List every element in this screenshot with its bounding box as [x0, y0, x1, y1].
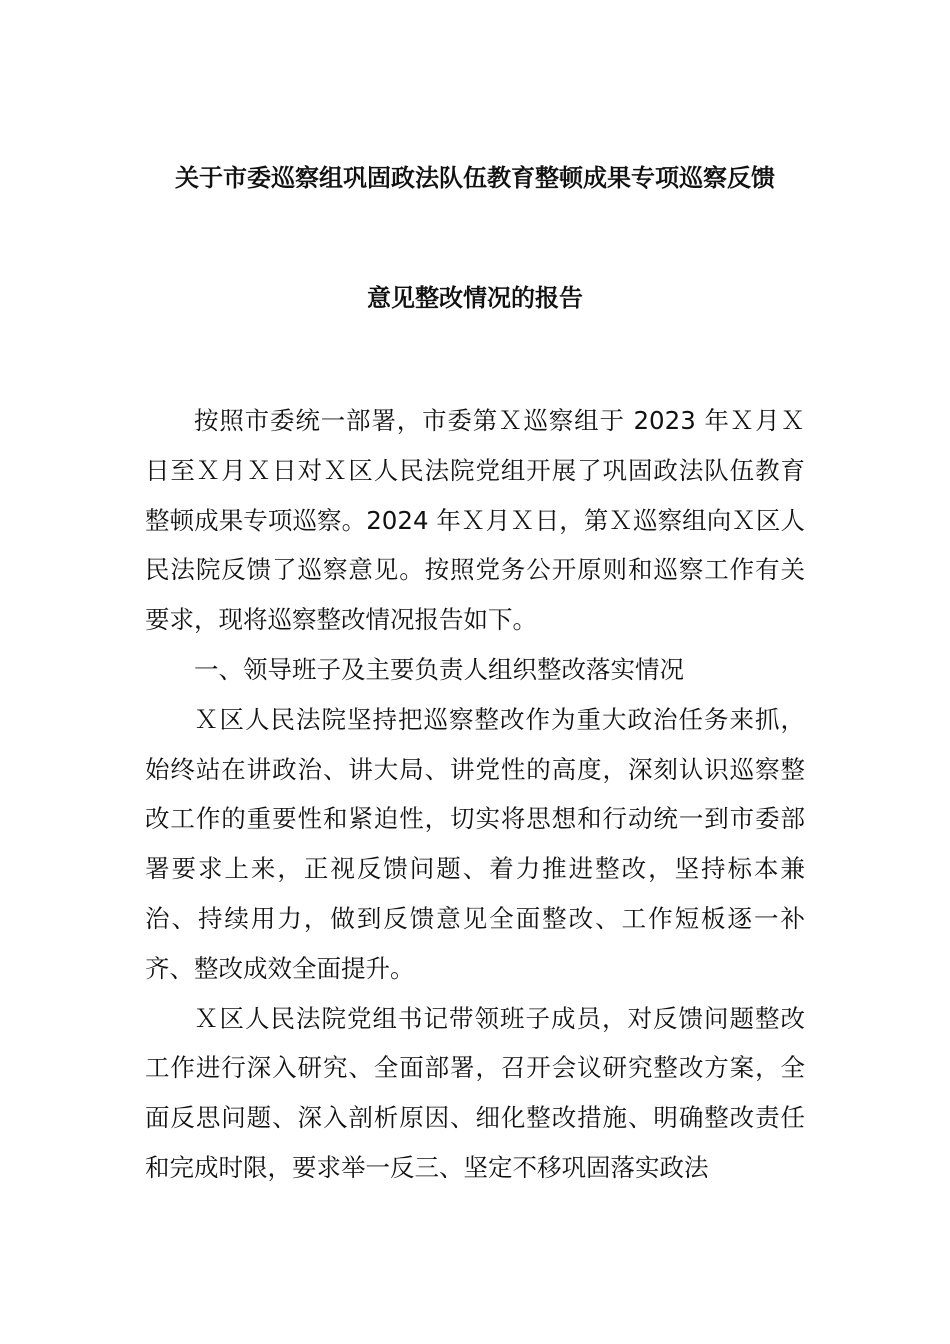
section-heading-1: 一、领导班子及主要负责人组织整改落实情况 [194, 654, 684, 684]
document-title-line-2: 意见整改情况的报告 [367, 284, 583, 312]
document-body [145, 396, 805, 1193]
paragraph-intro: 按照市委统一部署，市委第Ｘ巡察组于 2023 年Ｘ月Ｘ日至Ｘ月Ｘ日对Ｘ区人民法院党组开展了巩固政法队伍教育整顿成果专项巡察。2024 年Ｘ月Ｘ日，第Ｘ巡察组向Ｘ区人民法院反馈了巡察意见。按照党务公开原则和巡察工作有关要求，现将巡察整改情况报告如下。 [145, 406, 805, 635]
paragraph-section-1-b: Ｘ区人民法院党组书记带领班子成员，对反馈问题整改工作进行深入研究、全面部署，召开会议研究整改方案，全面反思问题、深入剖析原因、细化整改措施、明确整改责任和完成时限，要求举一反三、坚定不移巩固落实政法 [145, 1003, 805, 1182]
document-title-line-1: 关于市委巡察组巩固政法队伍教育整顿成果专项巡察反馈 [175, 164, 775, 192]
paragraph-section-1-a: Ｘ区人民法院坚持把巡察整改作为重大政治任务来抓，始终站在讲政治、讲大局、讲党性的高度，深刻认识巡察整改工作的重要性和紧迫性，切实将思想和行动统一到市委部署要求上来，正视反馈问题、着力推进整改，坚持标本兼治、持续用力，做到反馈意见全面整改、工作短板逐一补齐、整改成效全面提升。 [145, 704, 805, 983]
